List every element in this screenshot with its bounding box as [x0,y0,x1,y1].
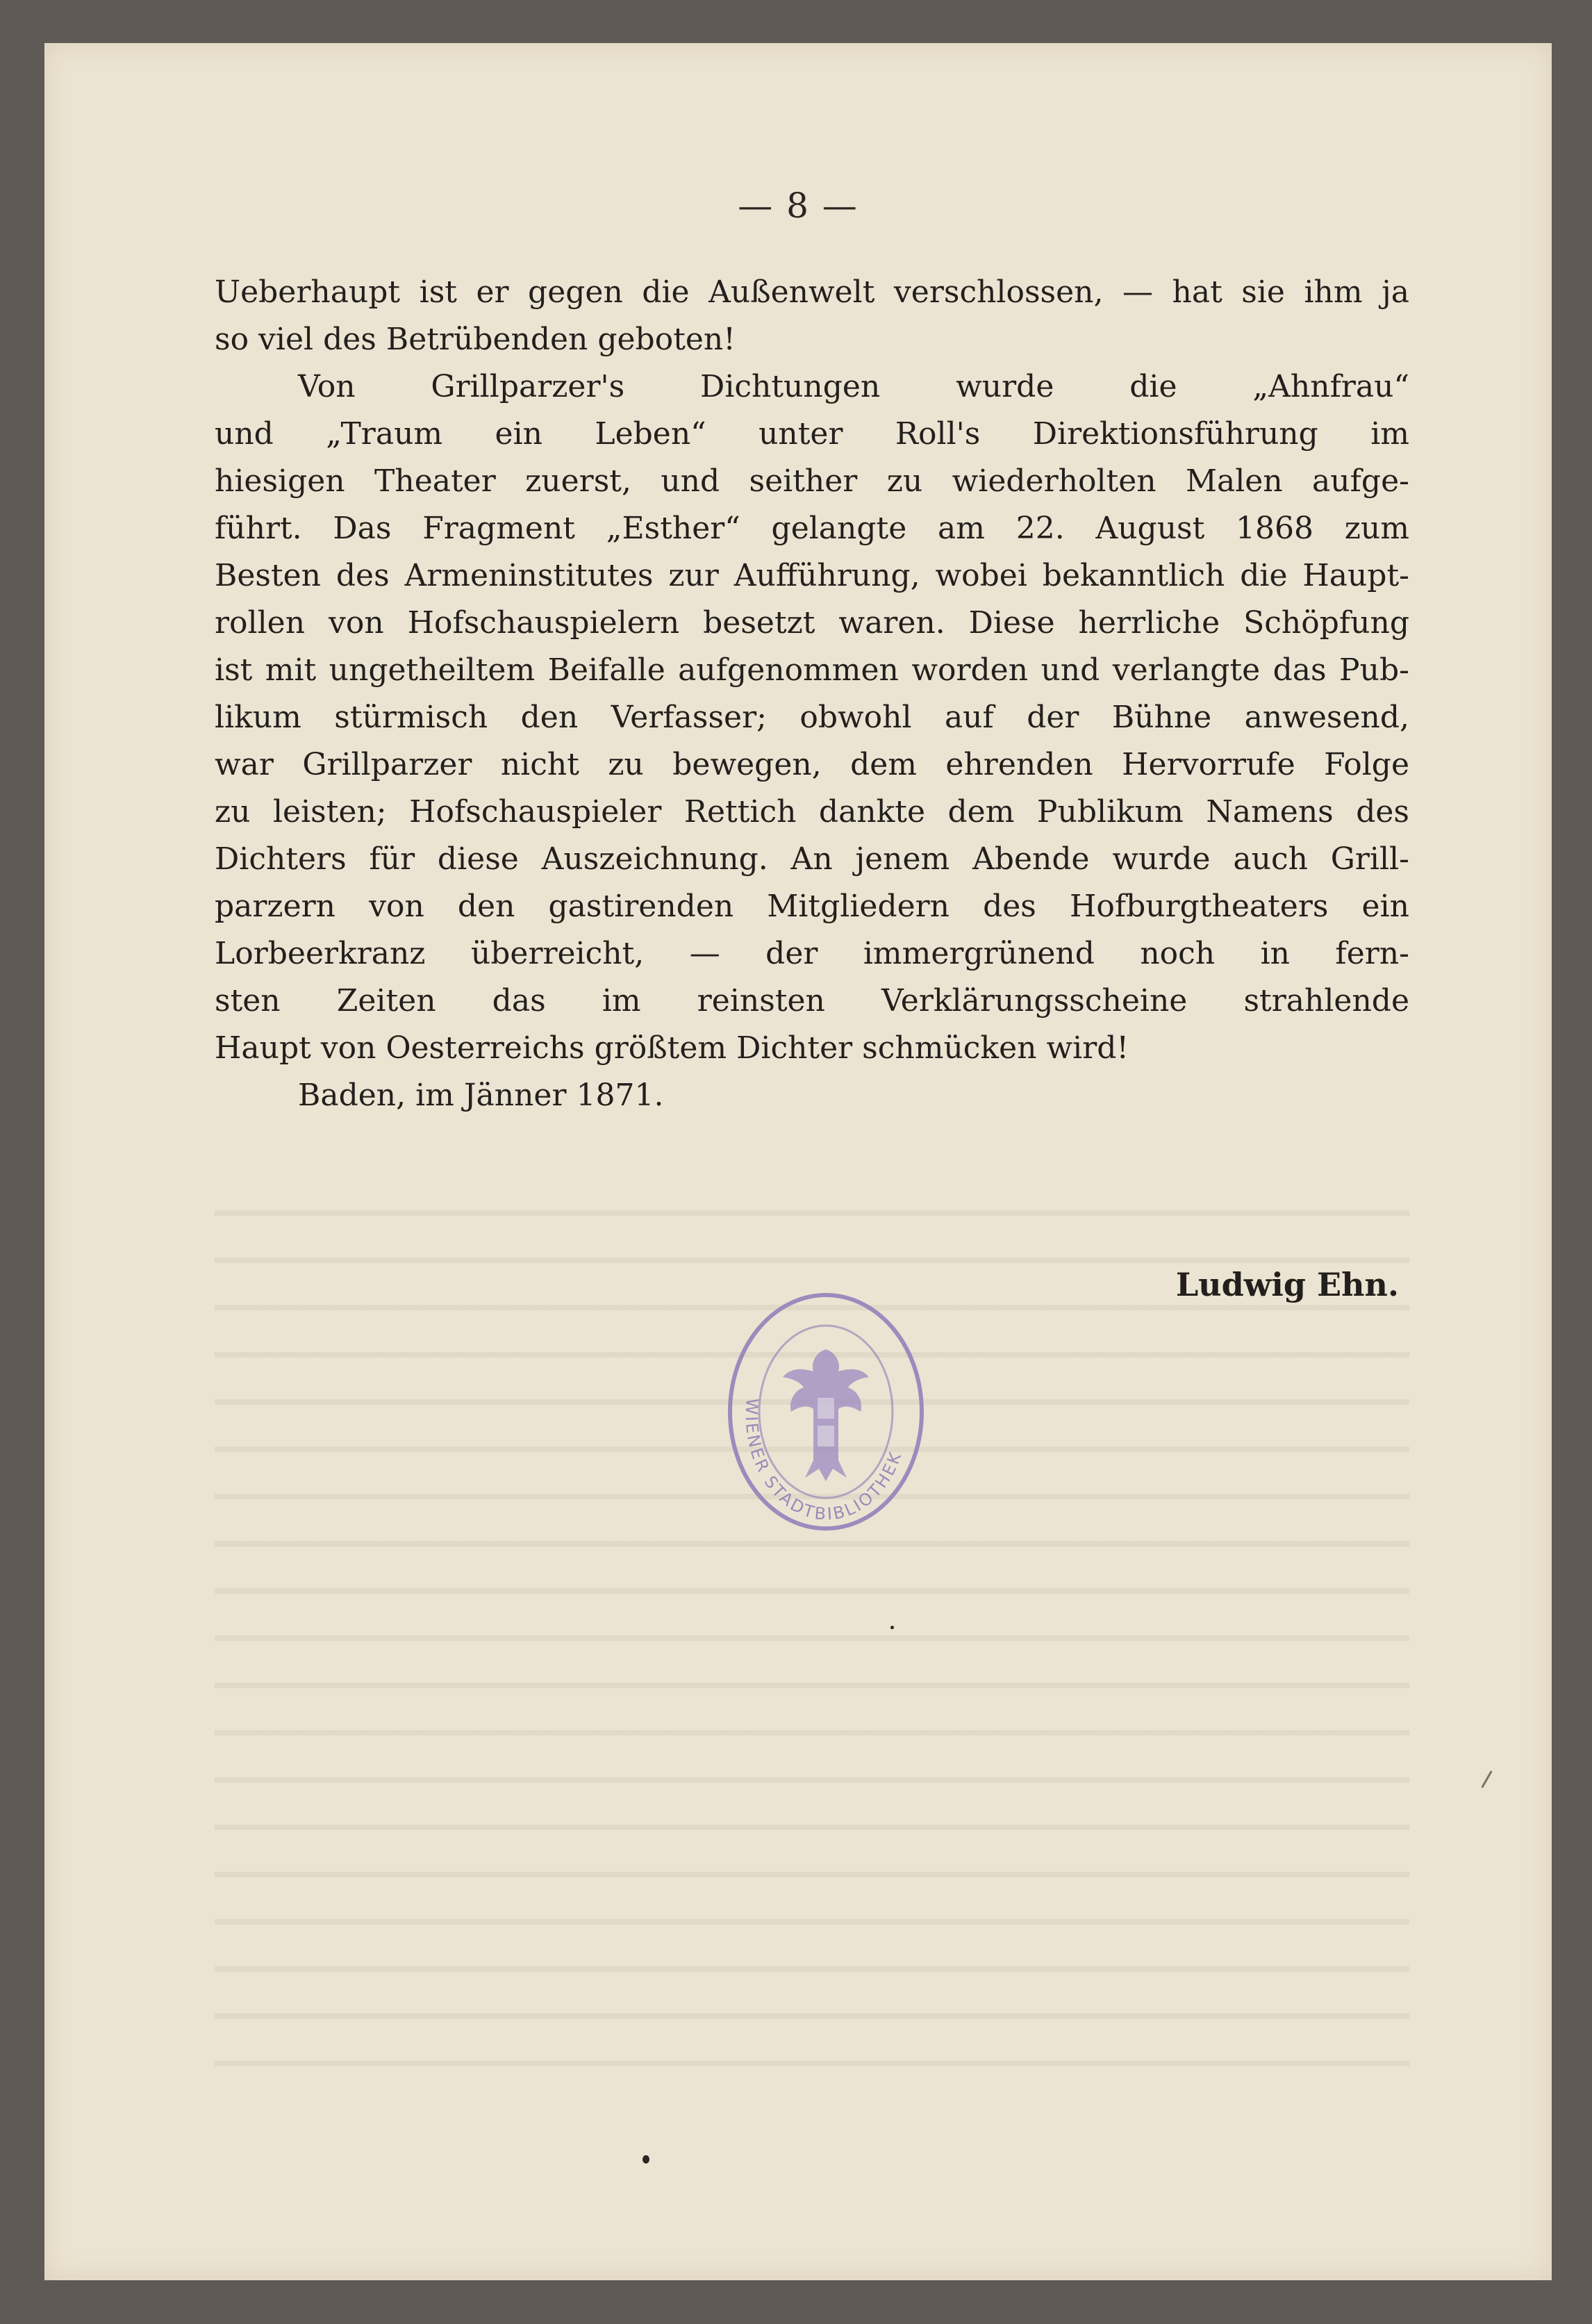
text-line: Dichters für diese Auszeichnung. An jenem Abende wurde auch Grill- [215,841,1409,877]
text-line: rollen von Hofschauspielern besetzt waren. Diese herrliche Schöpfung [215,605,1409,641]
text-line: Besten des Armeninstitutes zur Aufführung, wobei bekanntlich die Haupt- [215,558,1409,593]
text-line: hiesigen Theater zuerst, und seither zu wiederholten Malen aufge- [215,463,1409,499]
ink-speck [1481,1770,1493,1788]
text-line: ist mit ungetheiltem Beifalle aufgenommen worden und verlangte das Pub- [215,652,1409,688]
eagle-icon [783,1349,869,1481]
text-line: sten Zeiten das im reinsten Verklärungsscheine strahlende [215,983,1409,1019]
library-stamp [722,1287,930,1537]
document-page [44,43,1552,2280]
ink-speck [642,2155,649,2164]
text-line: zu leisten; Hofschauspieler Rettich dankte dem Publikum Namens des [215,794,1409,830]
page-number: — 8 — [738,186,859,226]
body-text [215,269,1409,1119]
text-line: Ueberhaupt ist er gegen die Außenwelt verschlossen, — hat sie ihm ja [215,274,1409,310]
text-line: parzern von den gastirenden Mitgliedern des Hofburgtheaters ein [215,889,1409,924]
ink-speck [890,1626,894,1629]
text-line: so viel des Betrübenden geboten! [215,322,736,357]
text-line: Haupt von Oesterreichs größtem Dichter schmücken wird! [215,1030,1129,1066]
text-line: führt. Das Fragment „Esther“ gelangte am 22. August 1868 zum [215,511,1409,546]
text-line: und „Traum ein Leben“ unter Roll's Direktionsführung im [215,416,1409,452]
text-line: Lorbeerkranz überreicht, — der immergrünend noch in fern- [215,936,1409,971]
author-signature: Ludwig Ehn. [1175,1266,1399,1303]
text-line: likum stürmisch den Verfasser; obwohl auf der Bühne anwesend, [215,700,1409,735]
text-line: war Grillparzer nicht zu bewegen, dem ehrenden Hervorrufe Folge [215,747,1409,782]
stamp-text: WIENER STADTBIBLIOTHEK [741,1397,906,1524]
text-line: Von Grillparzer's Dichtungen wurde die „Ahnfrau“ [298,369,1409,404]
date-line: Baden, im Jänner 1871. [298,1078,664,1113]
